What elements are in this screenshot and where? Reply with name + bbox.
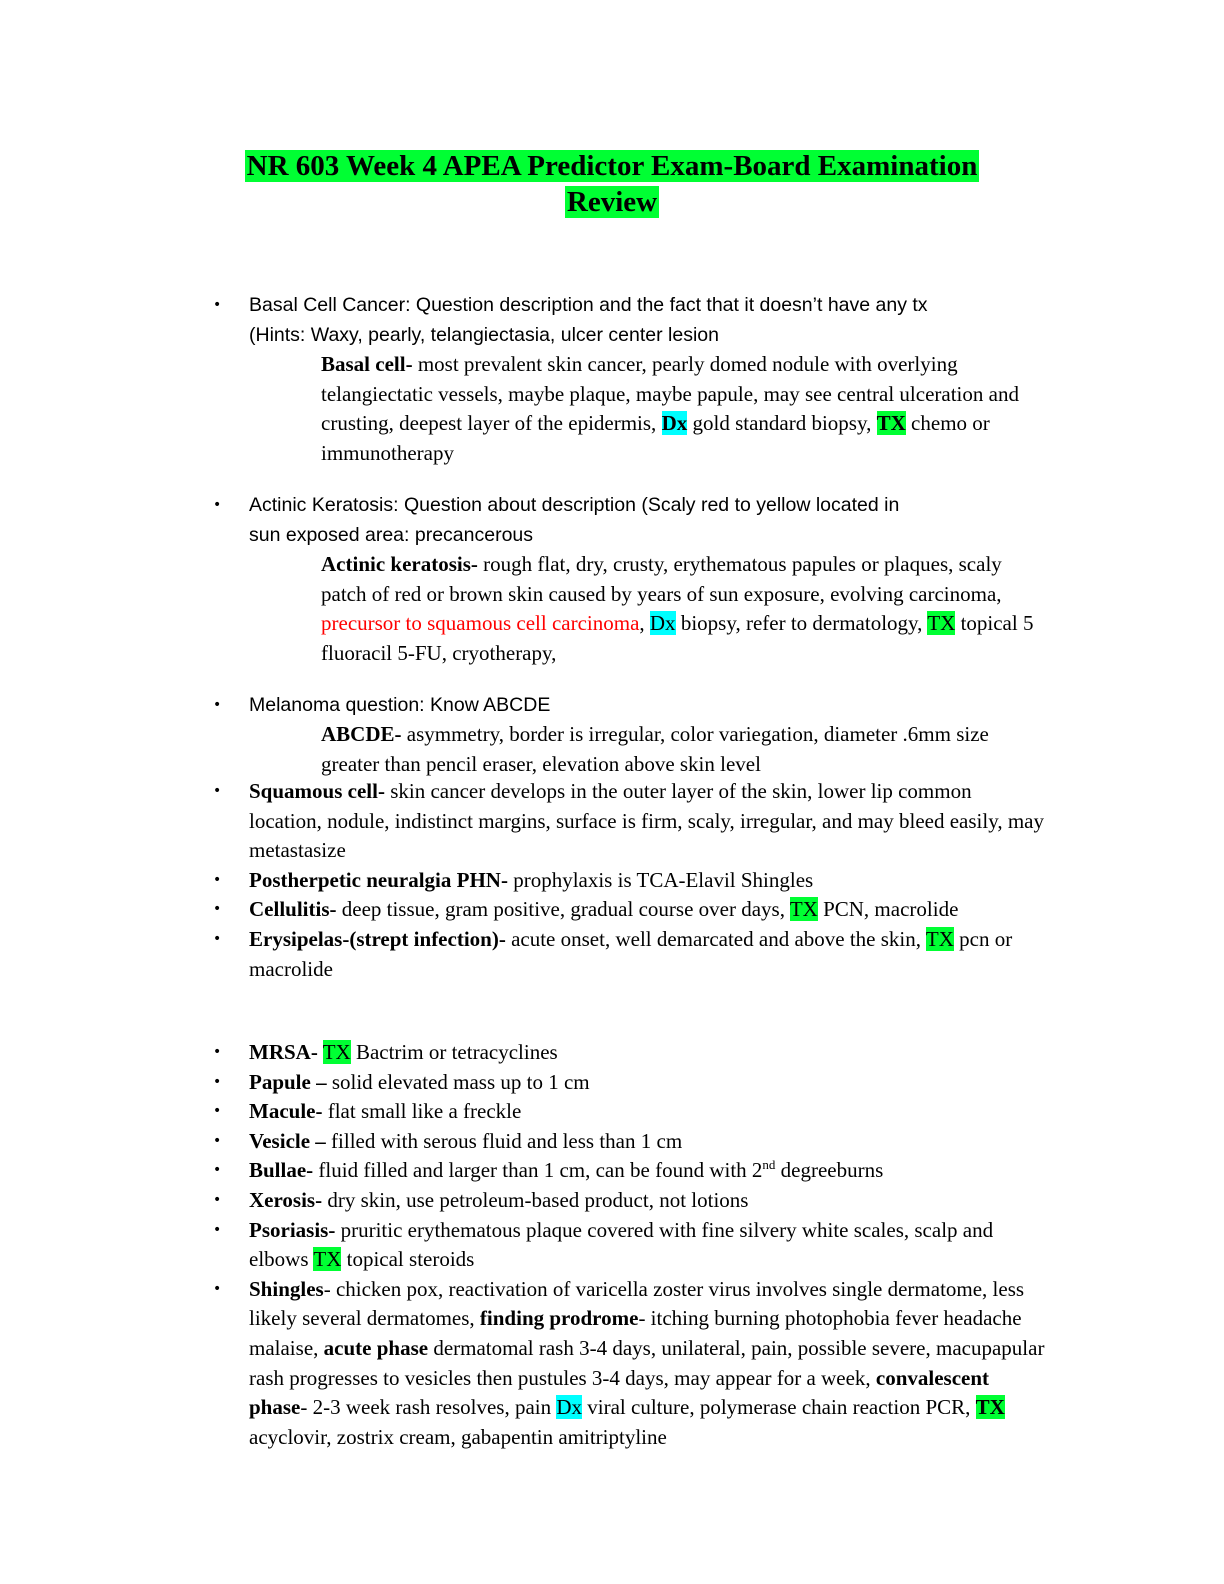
term: Basal cell- (321, 352, 413, 376)
title-line-1: NR 603 Week 4 APEA Predictor Exam-Board Examination (246, 150, 978, 182)
list-item: • Squamous cell- skin cancer develops in the outer layer of the skin, lower lip common location, nodule, indistinct margins, surface is firm, scaly, irregular, and may bleed easily, may metastasize (213, 779, 1044, 863)
term: MRSA- (249, 1040, 318, 1064)
list-item: • Shingles- chicken pox, reactivation of varicella zoster virus involves single dermatome, less likely several dermatomes, finding prodrome- itching burning photophobia fever headache malaise, acute phase dermatomal rash 3-4 days, unilateral, pain, possible severe, macupapular rash progresses to vesicles then pustules 3-4 days, may appear for a week, convalescent phase- 2-3 week rash resolves, pain Dx viral culture, polymerase chain reaction PCR, TX acyclovir, zostrix cream, gabapentin amitriptyline (213, 1276, 1045, 1449)
bullet-icon: • (213, 1132, 222, 1149)
list-item (0, 690, 1049, 720)
bullet-icon: • (213, 1162, 222, 1179)
tx-tag: TX (876, 411, 906, 436)
bullet-icon: • (213, 697, 222, 713)
list-item: • Cellulitis- deep tissue, gram positive, gradual course over days, TX PCN, macrolide (0, 895, 1049, 925)
list-item: • Erysipelas-(strept infection)- acute onset, well demarcated and above the skin, TX pcn or macrolide (213, 926, 1013, 981)
list-item: • Papule – solid elevated mass up to 1 cm (0, 1068, 1049, 1098)
tx-tag: TX (322, 1040, 351, 1064)
tx-tag: TX (925, 926, 954, 951)
bullet-icon: • (213, 1280, 222, 1297)
bullet-icon: • (213, 1191, 222, 1208)
tx-tag: TX (789, 897, 818, 922)
melanoma-heading: Melanoma question: Know ABCDE (249, 694, 551, 716)
superscript: nd (762, 1157, 776, 1173)
melanoma-detail: ABCDE- asymmetry, border is irregular, color variegation, diameter .6mm size greater than pencil eraser, elevation above skin level (321, 722, 989, 776)
term-list (0, 777, 1224, 984)
bullet-icon: • (213, 497, 222, 513)
bullet-icon: • (213, 1044, 222, 1060)
section-actinic-keratosis (0, 490, 1224, 668)
list-item (0, 490, 1049, 550)
dx-tag: Dx (556, 1395, 583, 1420)
bullet-icon: • (213, 1103, 222, 1120)
actinic-detail: Actinic keratosis- rough flat, dry, crusty, erythematous papules or plaques, scaly patch of red or brown skin caused by years of sun exposure, evolving carcinoma, precursor to squamous cell carcinoma, Dx biopsy, refer to dermatology, TX topical 5 fluoracil 5-FU, cryotherapy, (321, 552, 1034, 665)
list-item: • Vesicle – filled with serous fluid and less than 1 cm (0, 1127, 1049, 1157)
section-basal-cell (0, 290, 1224, 468)
term-list-2 (0, 1038, 1224, 1452)
dx-tag: Dx (649, 611, 676, 636)
list-item: • MRSA- TX Bactrim or tetracyclines (0, 1038, 1049, 1068)
term: Shingles (249, 1276, 324, 1301)
term: Papule – (249, 1069, 327, 1094)
bullet-icon: • (213, 871, 222, 888)
list-item (0, 290, 1049, 350)
term: Macule- (249, 1099, 323, 1124)
list-item: • Bullae- fluid filled and larger than 1 cm, can be found with 2nd degreeburns (0, 1156, 1049, 1186)
term: Postherpetic neuralgia PHN- (249, 867, 508, 892)
term: Bullae- (249, 1158, 314, 1183)
basal-heading-line1: Basal Cell Cancer: Question description and the fact that it doesn’t have any tx (249, 294, 928, 316)
red-text: precursor to squamous cell carcinoma (321, 611, 640, 636)
bullet-icon: • (213, 930, 222, 947)
bullet-icon: • (213, 297, 222, 313)
term: Xerosis- (249, 1187, 323, 1212)
tx-tag: TX (313, 1247, 342, 1272)
list-item: • Macule- flat small like a freckle (0, 1097, 1049, 1127)
bullet-icon: • (213, 783, 222, 799)
dx-tag: Dx (661, 411, 688, 436)
term: Vesicle – (249, 1128, 326, 1153)
basal-detail: Basal cell- most prevalent skin cancer, pearly domed nodule with overlying telangiectatic vessels, maybe plaque, maybe papule, may see central ulceration and crusting, deepest layer of the epidermis, Dx gold standard biopsy, TX chemo or immunotherapy (321, 352, 1019, 465)
actinic-heading-line2: sun exposed area: precancerous (249, 524, 534, 546)
term: Squamous cell- (249, 779, 385, 803)
bullet-icon: • (213, 1221, 222, 1238)
term: Actinic keratosis- (321, 552, 478, 576)
list-item: • Postherpetic neuralgia PHN- prophylaxis is TCA-Elavil Shingles (0, 866, 1049, 896)
term: Erysipelas-(strept infection)- (249, 926, 506, 951)
tx-tag: TX (927, 611, 956, 636)
bullet-icon: • (213, 1073, 222, 1090)
actinic-heading-line1: Actinic Keratosis: Question about description (Scaly red to yellow located in (249, 494, 900, 516)
bullet-icon: • (213, 901, 222, 918)
basal-heading-line2: (Hints: Waxy, pearly, telangiectasia, ulcer center lesion (249, 324, 719, 346)
page-title (0, 148, 1224, 220)
section-melanoma (0, 690, 1224, 779)
list-item: • Psoriasis- pruritic erythematous plaque covered with fine silvery white scales, scalp and elbows TX topical steroids (213, 1217, 994, 1272)
term: ABCDE- (321, 722, 402, 746)
title-line-2: Review (566, 186, 658, 218)
list-item: • Xerosis- dry skin, use petroleum-based product, not lotions (0, 1186, 1049, 1216)
tx-tag: TX (975, 1395, 1005, 1420)
term: Cellulitis- (249, 897, 337, 922)
term: Psoriasis- (249, 1217, 336, 1242)
